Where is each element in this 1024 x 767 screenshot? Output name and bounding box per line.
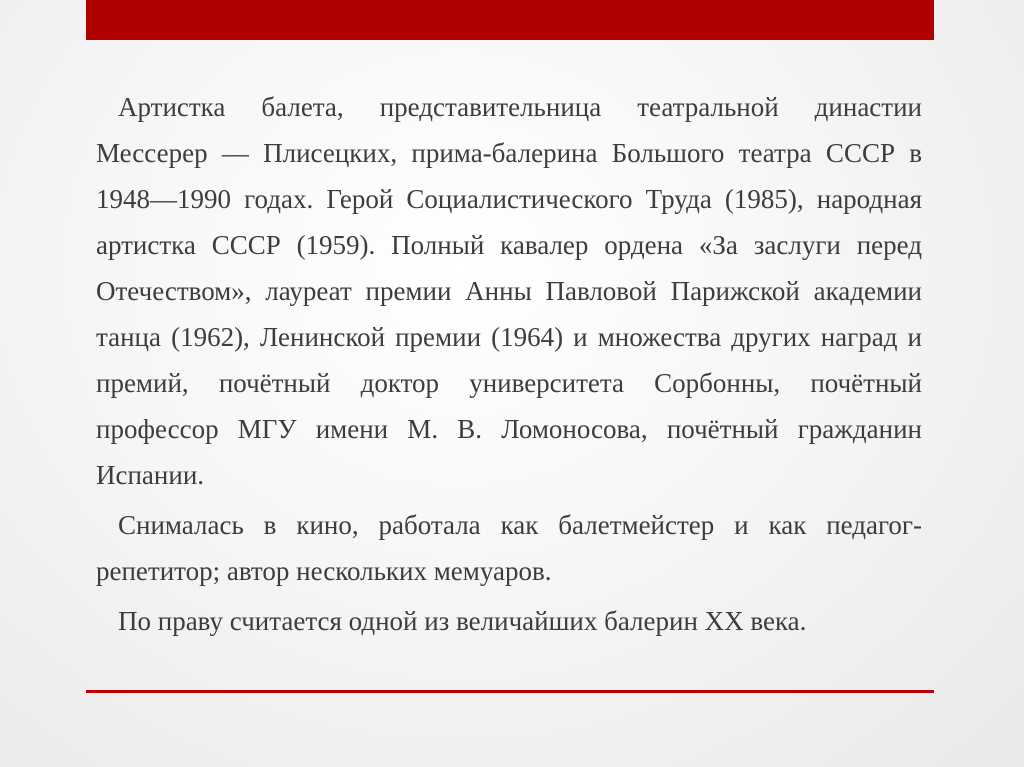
paragraph-biography: Артистка балета, представительница театральной династии Мессерер — Плисецких, прима-балерина Большого театра СССР в 1948—1990 годах. Герой Социалистического Труда (1985), народная артистка СССР (1959). Полный кавалер ордена «За заслуги перед Отечеством», лауреат премии Анны Павловой Парижской академии танца (1962), Ленинской премии (1964) и множества других наград и премий, почётный доктор университета Сорбонны, почётный профессор МГУ имени М. В. Ломоносова, почётный гражданин Испании. — [96, 92, 922, 490]
paragraph-career: Снималась в кино, работала как балетмейстер и как педагог-репетитор; автор нескольких мемуаров. — [96, 510, 922, 586]
bottom-divider-line — [86, 690, 934, 693]
top-accent-bar — [86, 0, 934, 40]
slide-body — [96, 84, 922, 648]
paragraph-legacy: По праву считается одной из величайших балерин XX века. — [118, 606, 807, 636]
